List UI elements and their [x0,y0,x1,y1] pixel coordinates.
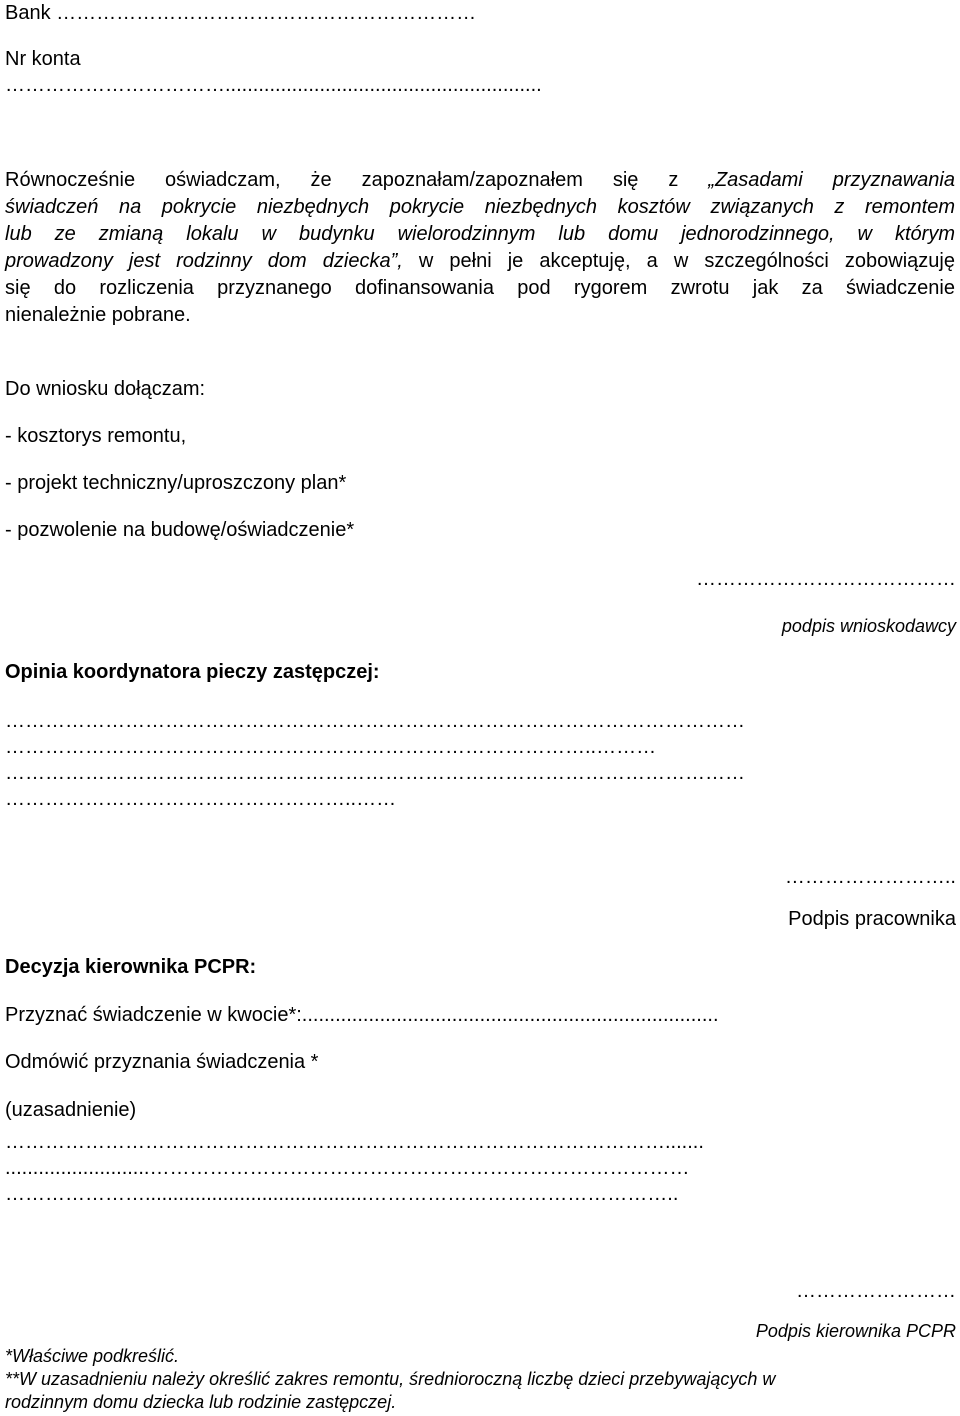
coordinator-line: ………………………………………………………………………………………………… [5,762,745,784]
statement-line-1-italic: „Zasadami przyznawania [708,169,955,191]
statement-line-5: się do rozliczenia przyznanego dofinansowania pod rygorem zwrotu jak za świadczenie [5,277,955,299]
justification-line: ..........................……………………………………………………………………… [5,1157,690,1179]
statement-line-1 [5,167,955,194]
account-label: Nr konta [5,48,81,70]
attachments-title: Do wniosku dołączam: [5,378,206,400]
justification-line: …………………........................................……………………………………….. [5,1183,679,1205]
attachment-item: - kosztorys remontu, [5,425,187,447]
attachment-item: - projekt techniczny/uproszczony plan* [5,472,347,494]
coordinator-line: ………………………………………………………………………………………………… [5,710,745,732]
statement-line-1-normal: Równocześnie oświadczam, że zapoznałam/zapoznałem się z [5,169,709,191]
coordinator-line: ……………………………………………………………………………..……… [5,736,657,758]
footnote-3: rodzinnym domu dziecka lub rodzinie zastępczej. [5,1392,397,1412]
manager-signature-dots: …………………… [796,1280,956,1302]
justification-line: ………………………………………………………………………………………....... [5,1131,704,1153]
statement-line-4 [5,248,955,275]
decision-title: Decyzja kierownika PCPR: [5,956,257,978]
coordinator-line: ……………………………………………..…… [5,788,397,810]
refuse-line: Odmówić przyznania świadczenia * [5,1051,319,1073]
applicant-signature-label: podpis wnioskodawcy [781,616,956,636]
manager-signature-label: Podpis kierownika PCPR [755,1321,956,1341]
statement-line-2: świadczeń na pokrycie niezbędnych pokrycie niezbędnych kosztów związanych z remontem [5,196,955,218]
statement-line-4-italic: prowadzony jest rodzinny dom dziecka”, [5,250,403,272]
coordinator-title: Opinia koordynatora pieczy zastępczej: [5,661,380,683]
statement-line-4-normal: w pełni je akceptuję, a w szczególności zobowiązuję [402,250,955,272]
justification-label: (uzasadnienie) [5,1099,137,1121]
worker-signature-dots: …………………….. [784,866,956,888]
attachment-item: - pozwolenie na budowę/oświadczenie* [5,519,355,541]
account-dots: ……………………………......................................................... [5,74,542,96]
bank-field: Bank ……………………………………………………… [5,2,477,24]
worker-signature-label: Podpis pracownika [788,908,956,930]
applicant-signature-dots: ………………………………… [696,568,956,590]
footnote-1: *Właściwe podkreślić. [5,1346,180,1366]
footnote-2: **W uzasadnieniu należy określić zakres remontu, średnioroczną liczbę dzieci przebywających w [5,1369,776,1389]
statement-line-3: lub ze zmianą lokalu w budynku wielorodzinnym lub domu jednorodzinnego, w którym [5,223,955,245]
statement-line-6: nienależnie pobrane. [5,304,191,326]
grant-line: Przyznać świadczenie w kwocie*:........................................................................... [5,1004,719,1026]
